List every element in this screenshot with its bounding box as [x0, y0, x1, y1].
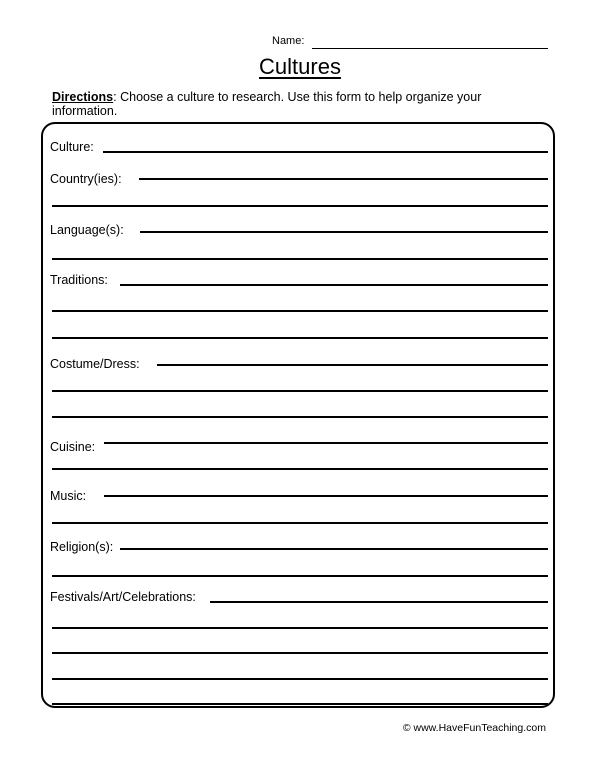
name-label: Name: [272, 35, 305, 47]
culture-line[interactable] [103, 151, 548, 153]
festivals-line[interactable] [52, 652, 548, 654]
directions-lead: Directions [52, 90, 114, 104]
religions-label: Religion(s): [50, 540, 114, 554]
culture-label: Culture: [50, 140, 94, 154]
traditions-label: Traditions: [50, 273, 108, 287]
festivals-line[interactable] [210, 601, 548, 603]
religions-line[interactable] [120, 548, 548, 550]
page-title: Cultures [259, 54, 341, 79]
festivals-line[interactable] [52, 678, 548, 680]
traditions-line[interactable] [52, 337, 548, 339]
cuisine-label: Cuisine: [50, 440, 96, 454]
directions [52, 90, 532, 118]
countries-line[interactable] [52, 205, 548, 207]
music-line[interactable] [104, 495, 548, 497]
form-box [41, 122, 555, 708]
music-label: Music: [50, 489, 87, 503]
festivals-line[interactable] [52, 703, 548, 705]
directions-text: : Choose a culture to research. Use this form to help organize your information. [52, 90, 482, 118]
festivals-label: Festivals/Art/Celebrations: [50, 590, 196, 604]
religions-line[interactable] [52, 575, 548, 577]
music-line[interactable] [52, 522, 548, 524]
costume-label: Costume/Dress: [50, 357, 140, 371]
traditions-line[interactable] [52, 310, 548, 312]
costume-line[interactable] [52, 390, 548, 392]
costume-line[interactable] [157, 364, 548, 366]
languages-line[interactable] [140, 231, 548, 233]
costume-line[interactable] [52, 416, 548, 418]
countries-line[interactable] [139, 178, 548, 180]
cuisine-line[interactable] [104, 442, 548, 444]
countries-label: Country(ies): [50, 172, 122, 186]
languages-line[interactable] [52, 258, 548, 260]
name-row [272, 35, 552, 53]
languages-label: Language(s): [50, 223, 124, 237]
festivals-line[interactable] [52, 627, 548, 629]
copyright-footer: © www.HaveFunTeaching.com [402, 722, 546, 734]
cuisine-line[interactable] [52, 468, 548, 470]
name-write-line[interactable] [312, 48, 548, 49]
traditions-line[interactable] [120, 284, 548, 286]
